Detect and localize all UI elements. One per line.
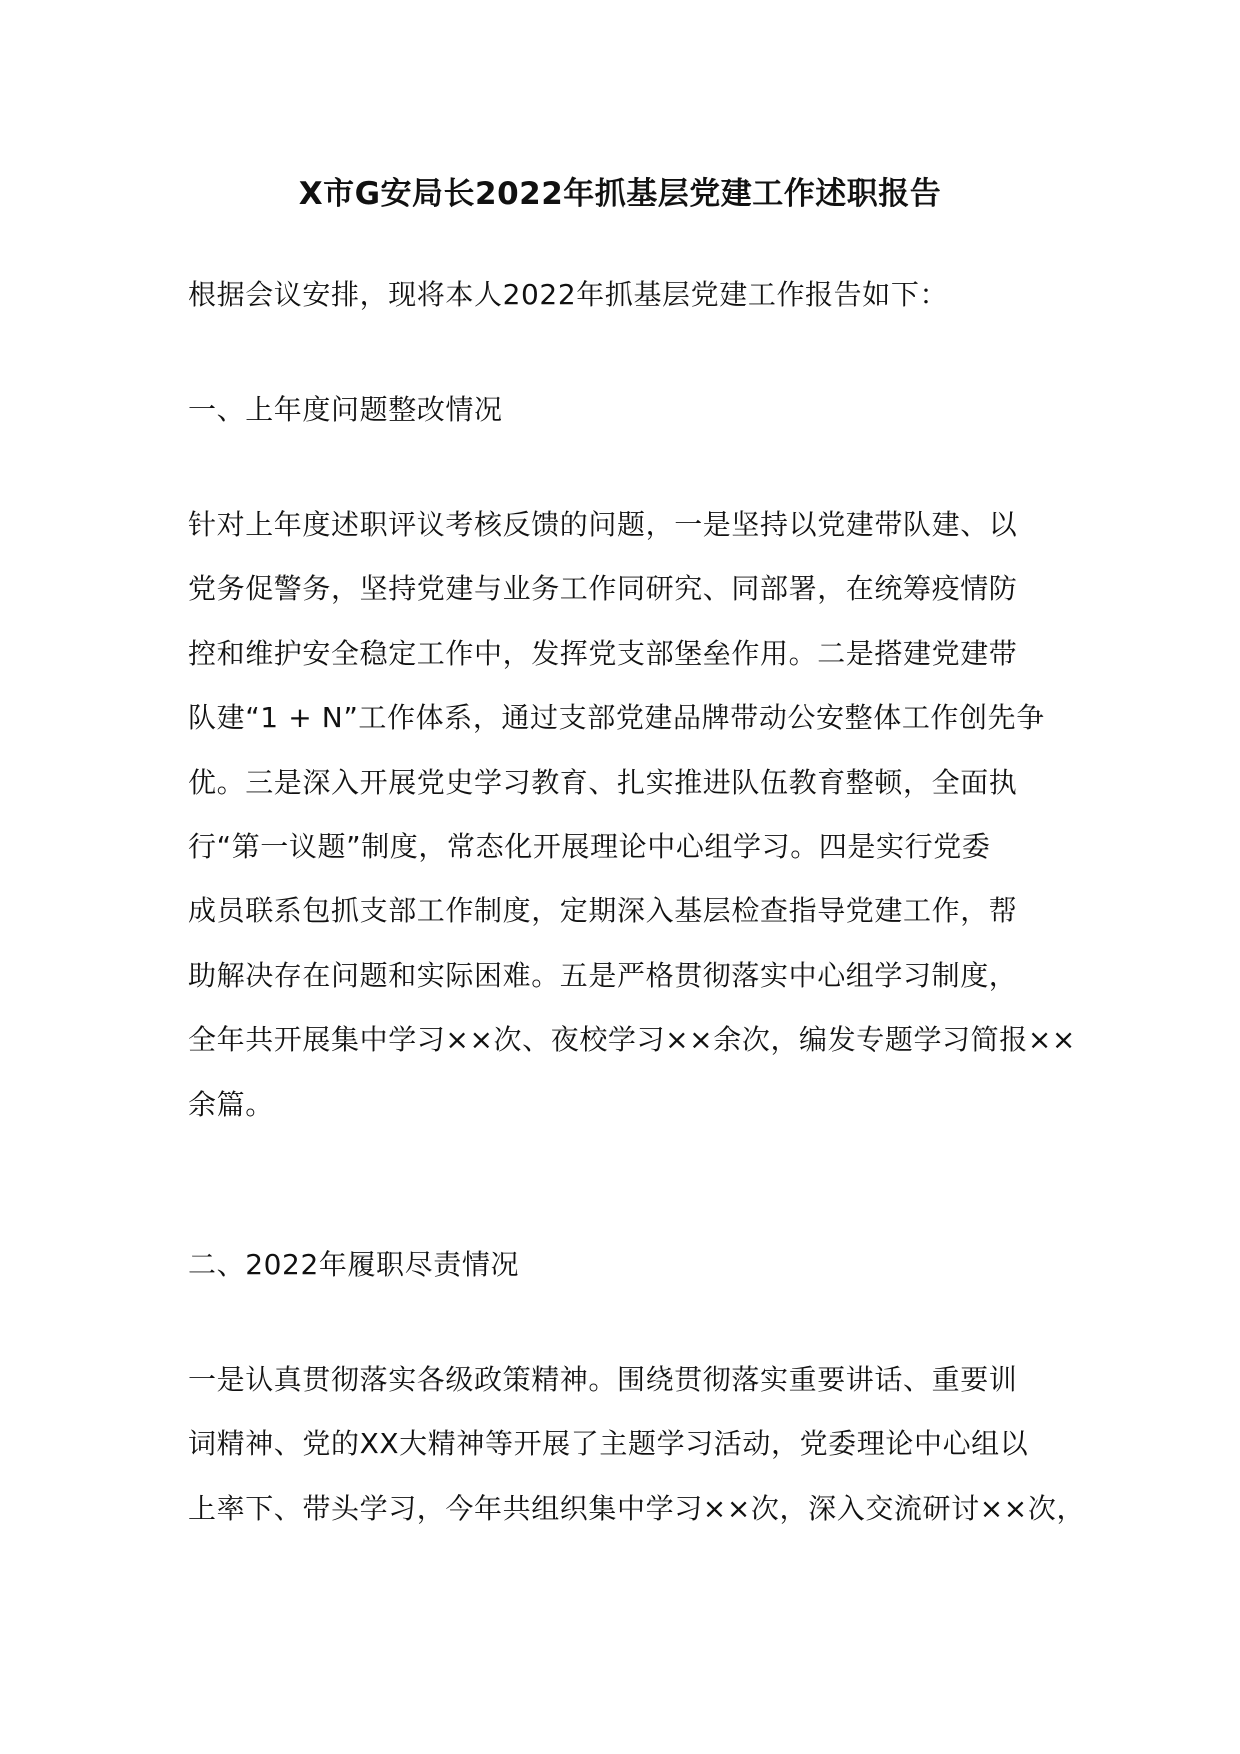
section1-line: 党务促警务，坚持党建与业务工作同研究、同部署，在统筹疫情防 xyxy=(188,572,1018,606)
section2-heading: 二、2022年履职尽责情况 xyxy=(188,1248,520,1281)
section1-line: 成员联系包抓支部工作制度，定期深入基层检查指导党建工作，帮 xyxy=(188,894,1018,928)
section1-line: 队建“1 + N”工作体系，通过支部党建品牌带动公安整体工作创先争 xyxy=(188,701,1045,735)
section1-line: 全年共开展集中学习××次、夜校学习××余次，编发专题学习简报×× xyxy=(188,1023,1076,1057)
section1-line: 针对上年度述职评议考核反馈的问题，一是坚持以党建带队建、以 xyxy=(188,508,1018,541)
section1-heading: 一、上年度问题整改情况 xyxy=(188,393,503,426)
section2-line: 词精神、党的XX大精神等开展了主题学习活动，党委理论中心组以 xyxy=(188,1427,1029,1461)
section1-line: 控和维护安全稳定工作中，发挥党支部堡垒作用。二是搭建党建带 xyxy=(188,636,1018,670)
document-title: X市G安局长2022年抓基层党建工作述职报告 xyxy=(298,176,942,212)
section1-body xyxy=(188,493,1076,1137)
section1-line: 助解决存在问题和实际困难。五是严格贯彻落实中心组学习制度， xyxy=(188,958,1018,992)
section2-line: 上率下、带头学习，今年共组织集中学习××次，深入交流研讨××次， xyxy=(188,1491,1086,1525)
section1-line: 行“第一议题”制度，常态化开展理论中心组学习。四是实行党委 xyxy=(188,829,991,863)
section2-line: 一是认真贯彻落实各级政策精神。围绕贯彻落实重要讲话、重要训 xyxy=(188,1363,1018,1396)
section2-body xyxy=(188,1348,1086,1541)
section1-line: 余篇。 xyxy=(188,1087,274,1121)
intro-paragraph: 根据会议安排，现将本人2022年抓基层党建工作报告如下： xyxy=(188,278,949,311)
section1-line: 优。三是深入开展党史学习教育、扎实推进队伍教育整顿，全面执 xyxy=(188,765,1018,799)
